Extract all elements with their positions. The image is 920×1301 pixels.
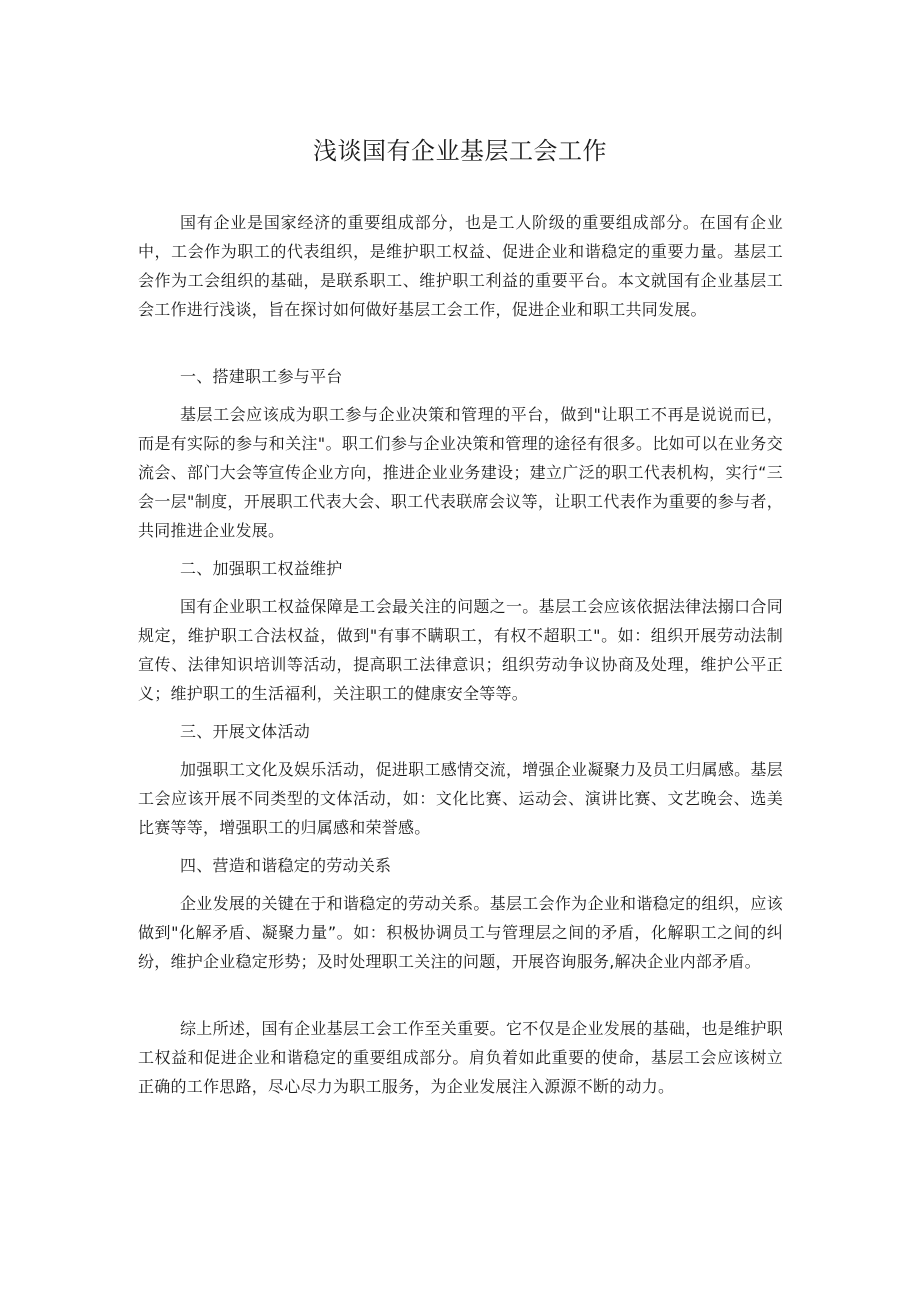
section-paragraph-4: 企业发展的关键在于和谐稳定的劳动关系。基层工会作为企业和谐稳定的组织，应该做到"化解矛盾、凝聚力量”。如：积极协调员工与管理层之间的矛盾，化解职工之间的纠纷，维护企业稳定形势；及时处理职工关注的问题，开展咨询服务,解决企业内部矛盾。 (138, 894, 783, 971)
document-title: 浅谈国有企业基层工会工作 (313, 137, 607, 165)
section-heading-1: 一、搭建职工参与平台 (180, 367, 343, 386)
section-paragraph-1: 基层工会应该成为职工参与企业决策和管理的平台，做到"让职工不再是说说而已，而是有实际的参与和关注"。职工们参与企业决策和管理的途径有很多。比如可以在业务交流会、部门大会等宣传企业方向，推进企业业务建设；建立广泛的职工代表机构，实行“三会一层"制度，开展职工代表大会、职工代表联席会议等，让职工代表作为重要的参与者，共同推进企业发展。 (138, 405, 783, 540)
section-heading-4: 四、营造和谐稳定的劳动关系 (180, 856, 392, 875)
section-heading-2: 二、加强职工权益维护 (180, 559, 343, 578)
document-body (138, 208, 783, 1110)
section-heading-3: 三、开展文体活动 (180, 722, 311, 741)
conclusion-paragraph: 综上所述，国有企业基层工会工作至关重要。它不仅是企业发展的基础，也是维护职工权益和促进企业和谐稳定的重要组成部分。肩负着如此重要的使命，基层工会应该树立正确的工作思路，尽心尽力为职工服务，为企业发展注入源源不断的动力。 (138, 1019, 783, 1096)
intro-paragraph: 国有企业是国家经济的重要组成部分，也是工人阶级的重要组成部分。在国有企业中，工会作为职工的代表组织，是维护职工权益、促进企业和谐稳定的重要力量。基层工会作为工会组织的基础，是联系职工、维护职工利益的重要平台。本文就国有企业基层工会工作进行浅谈，旨在探讨如何做好基层工会工作，促进企业和职工共同发展。 (138, 213, 783, 319)
section-paragraph-3: 加强职工文化及娱乐活动，促进职工感情交流，增强企业凝聚力及员工归属感。基层工会应该开展不同类型的文体活动，如：文化比赛、运动会、演讲比赛、文艺晚会、选美比赛等等，增强职工的归属感和荣誉感。 (138, 760, 783, 837)
section-paragraph-2: 国有企业职工权益保障是工会最关注的问题之一。基层工会应该依据法律法搦口合同规定，维护职工合法权益，做到"有事不瞒职工，有权不超职工"。如：组织开展劳动法制宣传、法律知识培训等活动，提高职工法律意识；组织劳动争议协商及处理，维护公平正义；维护职工的生活福利，关注职工的健康安全等等。 (138, 597, 783, 703)
